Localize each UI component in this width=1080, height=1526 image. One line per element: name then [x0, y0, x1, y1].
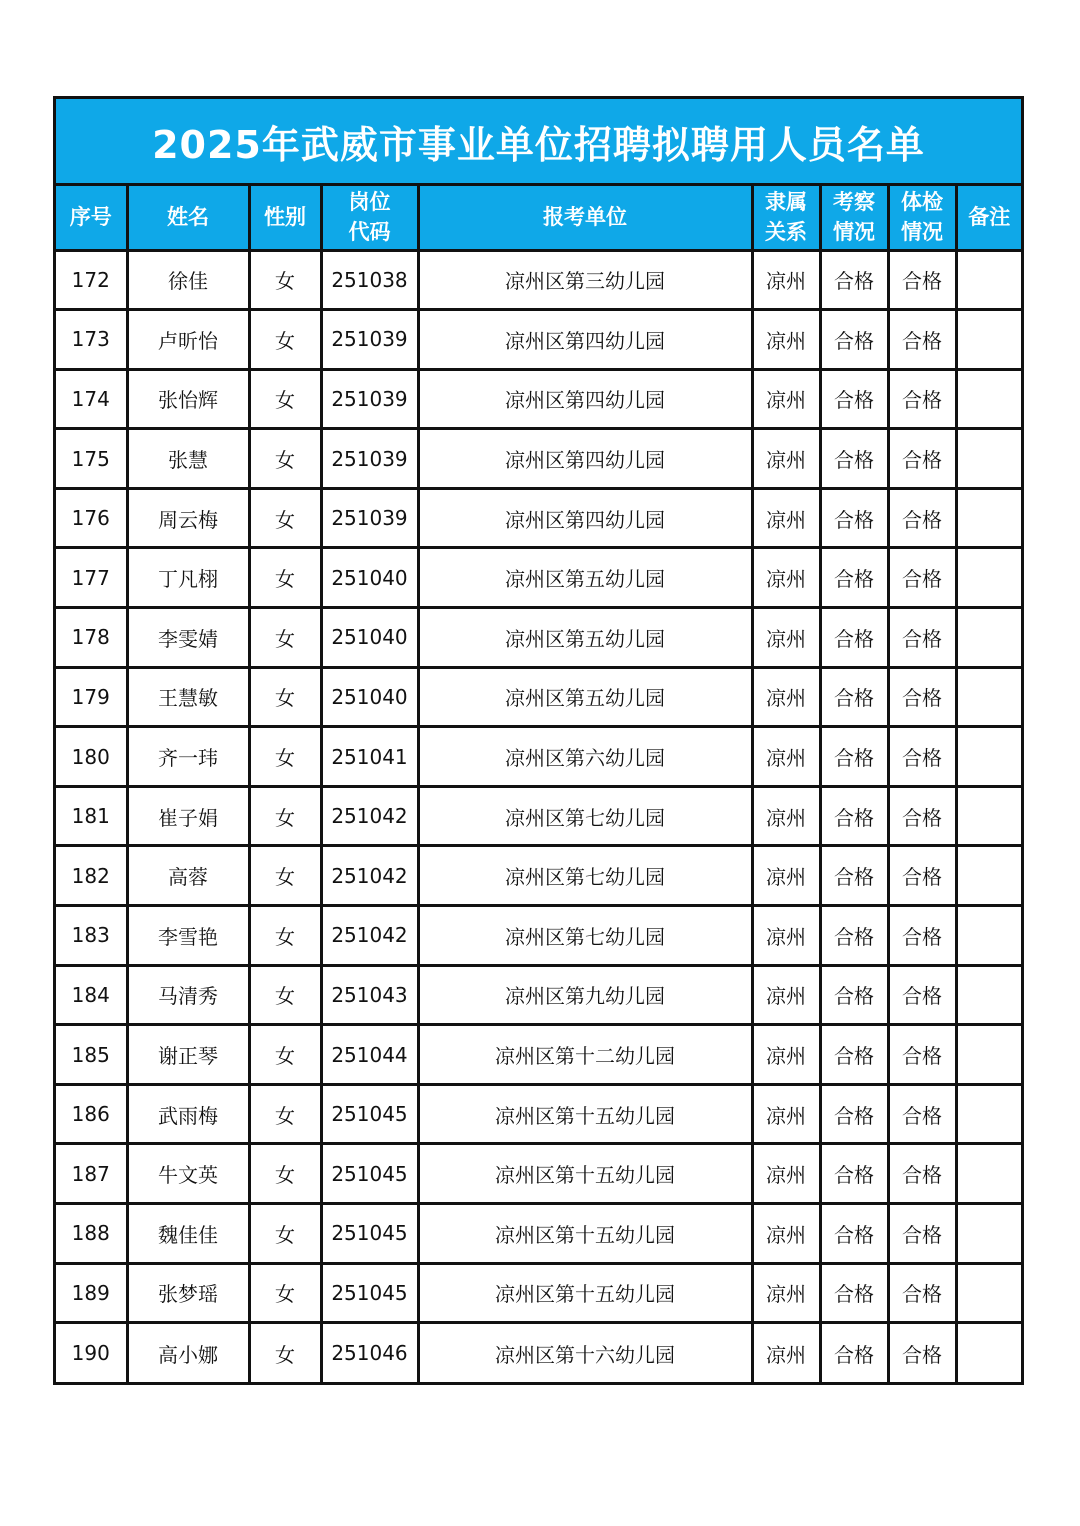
cell-name: 高蓉: [127, 846, 249, 906]
cell-affiliation: 凉州: [752, 727, 820, 787]
cell-gender: 女: [249, 965, 321, 1025]
cell-medical-exam-status: 合格: [888, 608, 956, 668]
cell-applied-unit: 凉州区第四幼儿园: [418, 488, 752, 548]
table-row: [56, 786, 1021, 846]
cell-name: 王慧敏: [127, 667, 249, 727]
cell-remarks: [956, 1263, 1021, 1323]
cell-serial-number: 190: [56, 1323, 127, 1383]
cell-medical-exam-status: 合格: [888, 1263, 956, 1323]
cell-gender: 女: [249, 667, 321, 727]
cell-applied-unit: 凉州区第十五幼儿园: [418, 1144, 752, 1204]
cell-gender: 女: [249, 1263, 321, 1323]
cell-gender: 女: [249, 1025, 321, 1085]
cell-name: 李雯婧: [127, 608, 249, 668]
cell-gender: 女: [249, 1144, 321, 1204]
cell-serial-number: 181: [56, 786, 127, 846]
recruitment-list-document: [53, 96, 1024, 1385]
table-row: [56, 846, 1021, 906]
cell-serial-number: 189: [56, 1263, 127, 1323]
cell-serial-number: 180: [56, 727, 127, 787]
personnel-table: [56, 186, 1021, 1382]
cell-gender: 女: [249, 727, 321, 787]
cell-gender: 女: [249, 846, 321, 906]
cell-affiliation: 凉州: [752, 548, 820, 608]
header-inspection-status-line: 考察: [833, 190, 875, 215]
cell-gender: 女: [249, 608, 321, 668]
cell-medical-exam-status: 合格: [888, 548, 956, 608]
table-row: [56, 608, 1021, 668]
cell-gender: 女: [249, 1204, 321, 1264]
cell-name: 徐佳: [127, 250, 249, 310]
cell-serial-number: 178: [56, 608, 127, 668]
cell-name: 齐一玮: [127, 727, 249, 787]
table-row: [56, 250, 1021, 310]
cell-affiliation: 凉州: [752, 1144, 820, 1204]
cell-name: 牛文英: [127, 1144, 249, 1204]
cell-name: 张梦瑶: [127, 1263, 249, 1323]
cell-gender: 女: [249, 1084, 321, 1144]
cell-affiliation: 凉州: [752, 786, 820, 846]
cell-affiliation: 凉州: [752, 608, 820, 668]
cell-name: 丁凡栩: [127, 548, 249, 608]
cell-applied-unit: 凉州区第七幼儿园: [418, 906, 752, 966]
cell-affiliation: 凉州: [752, 369, 820, 429]
cell-affiliation: 凉州: [752, 1263, 820, 1323]
cell-name: 周云梅: [127, 488, 249, 548]
cell-position-code: 251041: [321, 727, 418, 787]
cell-inspection-status: 合格: [820, 250, 888, 310]
document-title: 2025年武威市事业单位招聘拟聘用人员名单: [56, 99, 1021, 186]
cell-position-code: 251039: [321, 369, 418, 429]
table-row: [56, 667, 1021, 727]
cell-medical-exam-status: 合格: [888, 250, 956, 310]
table-row: [56, 1084, 1021, 1144]
cell-position-code: 251039: [321, 429, 418, 489]
cell-remarks: [956, 846, 1021, 906]
cell-remarks: [956, 1323, 1021, 1383]
cell-affiliation: 凉州: [752, 488, 820, 548]
cell-remarks: [956, 786, 1021, 846]
table-row: [56, 906, 1021, 966]
cell-applied-unit: 凉州区第六幼儿园: [418, 727, 752, 787]
cell-name: 魏佳佳: [127, 1204, 249, 1264]
cell-affiliation: 凉州: [752, 965, 820, 1025]
cell-medical-exam-status: 合格: [888, 369, 956, 429]
cell-affiliation: 凉州: [752, 1323, 820, 1383]
cell-inspection-status: 合格: [820, 965, 888, 1025]
cell-medical-exam-status: 合格: [888, 667, 956, 727]
table-row: [56, 429, 1021, 489]
cell-applied-unit: 凉州区第四幼儿园: [418, 429, 752, 489]
cell-gender: 女: [249, 369, 321, 429]
header-name: [127, 186, 249, 250]
cell-serial-number: 179: [56, 667, 127, 727]
cell-inspection-status: 合格: [820, 786, 888, 846]
cell-remarks: [956, 965, 1021, 1025]
cell-serial-number: 177: [56, 548, 127, 608]
cell-affiliation: 凉州: [752, 250, 820, 310]
cell-medical-exam-status: 合格: [888, 488, 956, 548]
cell-name: 张怡辉: [127, 369, 249, 429]
cell-affiliation: 凉州: [752, 1025, 820, 1085]
cell-serial-number: 172: [56, 250, 127, 310]
cell-inspection-status: 合格: [820, 488, 888, 548]
header-name-line: 姓名: [167, 205, 209, 230]
cell-inspection-status: 合格: [820, 727, 888, 787]
table-row: [56, 727, 1021, 787]
cell-gender: 女: [249, 906, 321, 966]
cell-applied-unit: 凉州区第十五幼儿园: [418, 1263, 752, 1323]
header-remarks-line: 备注: [968, 205, 1011, 230]
cell-serial-number: 174: [56, 369, 127, 429]
header-medical-exam-status-line: 体检: [901, 190, 943, 215]
cell-medical-exam-status: 合格: [888, 786, 956, 846]
cell-remarks: [956, 1144, 1021, 1204]
table-row: [56, 1025, 1021, 1085]
cell-medical-exam-status: 合格: [888, 906, 956, 966]
cell-medical-exam-status: 合格: [888, 310, 956, 370]
cell-inspection-status: 合格: [820, 906, 888, 966]
cell-inspection-status: 合格: [820, 369, 888, 429]
cell-applied-unit: 凉州区第十二幼儿园: [418, 1025, 752, 1085]
cell-applied-unit: 凉州区第七幼儿园: [418, 786, 752, 846]
cell-name: 张慧: [127, 429, 249, 489]
cell-serial-number: 185: [56, 1025, 127, 1085]
cell-position-code: 251040: [321, 548, 418, 608]
cell-serial-number: 182: [56, 846, 127, 906]
cell-serial-number: 186: [56, 1084, 127, 1144]
cell-affiliation: 凉州: [752, 310, 820, 370]
cell-position-code: 251043: [321, 965, 418, 1025]
header-applied-unit-line: 报考单位: [543, 205, 627, 230]
cell-affiliation: 凉州: [752, 429, 820, 489]
cell-name: 卢昕怡: [127, 310, 249, 370]
table-body: [56, 250, 1021, 1382]
header-affiliation-line: 关系: [765, 220, 807, 245]
cell-remarks: [956, 667, 1021, 727]
cell-applied-unit: 凉州区第十五幼儿园: [418, 1204, 752, 1264]
cell-affiliation: 凉州: [752, 906, 820, 966]
cell-position-code: 251044: [321, 1025, 418, 1085]
table-row: [56, 1144, 1021, 1204]
cell-position-code: 251040: [321, 667, 418, 727]
cell-position-code: 251045: [321, 1263, 418, 1323]
cell-medical-exam-status: 合格: [888, 965, 956, 1025]
cell-gender: 女: [249, 310, 321, 370]
table-row: [56, 369, 1021, 429]
cell-gender: 女: [249, 250, 321, 310]
cell-name: 李雪艳: [127, 906, 249, 966]
header-serial-number-line: 序号: [69, 205, 112, 230]
cell-position-code: 251039: [321, 488, 418, 548]
cell-medical-exam-status: 合格: [888, 1025, 956, 1085]
cell-inspection-status: 合格: [820, 429, 888, 489]
cell-inspection-status: 合格: [820, 608, 888, 668]
cell-medical-exam-status: 合格: [888, 1323, 956, 1383]
cell-applied-unit: 凉州区第五幼儿园: [418, 608, 752, 668]
cell-inspection-status: 合格: [820, 846, 888, 906]
cell-medical-exam-status: 合格: [888, 846, 956, 906]
cell-medical-exam-status: 合格: [888, 1084, 956, 1144]
header-position-code: [321, 186, 418, 250]
cell-serial-number: 173: [56, 310, 127, 370]
cell-remarks: [956, 727, 1021, 787]
cell-position-code: 251045: [321, 1204, 418, 1264]
cell-applied-unit: 凉州区第九幼儿园: [418, 965, 752, 1025]
cell-gender: 女: [249, 488, 321, 548]
cell-name: 高小娜: [127, 1323, 249, 1383]
cell-inspection-status: 合格: [820, 1263, 888, 1323]
cell-remarks: [956, 369, 1021, 429]
header-gender-line: 性别: [264, 205, 306, 230]
header-gender: [249, 186, 321, 250]
cell-remarks: [956, 1204, 1021, 1264]
cell-inspection-status: 合格: [820, 1025, 888, 1085]
cell-position-code: 251045: [321, 1084, 418, 1144]
cell-medical-exam-status: 合格: [888, 1204, 956, 1264]
cell-applied-unit: 凉州区第五幼儿园: [418, 548, 752, 608]
cell-remarks: [956, 310, 1021, 370]
cell-applied-unit: 凉州区第十六幼儿园: [418, 1323, 752, 1383]
cell-affiliation: 凉州: [752, 667, 820, 727]
table-row: [56, 310, 1021, 370]
cell-position-code: 251042: [321, 846, 418, 906]
cell-medical-exam-status: 合格: [888, 727, 956, 787]
cell-position-code: 251039: [321, 310, 418, 370]
header-affiliation: [752, 186, 820, 250]
cell-position-code: 251045: [321, 1144, 418, 1204]
cell-position-code: 251042: [321, 786, 418, 846]
table-row: [56, 1323, 1021, 1383]
cell-name: 武雨梅: [127, 1084, 249, 1144]
cell-position-code: 251042: [321, 906, 418, 966]
cell-inspection-status: 合格: [820, 548, 888, 608]
header-remarks: [956, 186, 1021, 250]
header-inspection-status-line: 情况: [833, 220, 875, 245]
cell-gender: 女: [249, 548, 321, 608]
cell-applied-unit: 凉州区第七幼儿园: [418, 846, 752, 906]
table-row: [56, 488, 1021, 548]
header-inspection-status: [820, 186, 888, 250]
cell-inspection-status: 合格: [820, 667, 888, 727]
cell-name: 崔子娟: [127, 786, 249, 846]
cell-name: 谢正琴: [127, 1025, 249, 1085]
header-applied-unit: [418, 186, 752, 250]
cell-remarks: [956, 906, 1021, 966]
cell-position-code: 251046: [321, 1323, 418, 1383]
header-position-code-line: 岗位: [348, 190, 391, 215]
cell-name: 马清秀: [127, 965, 249, 1025]
cell-serial-number: 184: [56, 965, 127, 1025]
cell-serial-number: 175: [56, 429, 127, 489]
cell-remarks: [956, 250, 1021, 310]
cell-position-code: 251038: [321, 250, 418, 310]
cell-affiliation: 凉州: [752, 1084, 820, 1144]
cell-serial-number: 176: [56, 488, 127, 548]
cell-gender: 女: [249, 429, 321, 489]
cell-medical-exam-status: 合格: [888, 429, 956, 489]
cell-remarks: [956, 608, 1021, 668]
cell-remarks: [956, 548, 1021, 608]
cell-remarks: [956, 1084, 1021, 1144]
header-medical-exam-status: [888, 186, 956, 250]
header-row: [56, 186, 1021, 250]
header-affiliation-line: 隶属: [765, 190, 807, 215]
cell-remarks: [956, 1025, 1021, 1085]
cell-applied-unit: 凉州区第三幼儿园: [418, 250, 752, 310]
cell-applied-unit: 凉州区第十五幼儿园: [418, 1084, 752, 1144]
table-row: [56, 548, 1021, 608]
cell-inspection-status: 合格: [820, 1204, 888, 1264]
table-row: [56, 965, 1021, 1025]
cell-inspection-status: 合格: [820, 1084, 888, 1144]
cell-serial-number: 187: [56, 1144, 127, 1204]
cell-inspection-status: 合格: [820, 1144, 888, 1204]
cell-applied-unit: 凉州区第五幼儿园: [418, 667, 752, 727]
cell-applied-unit: 凉州区第四幼儿园: [418, 369, 752, 429]
header-medical-exam-status-line: 情况: [901, 220, 943, 245]
cell-gender: 女: [249, 1323, 321, 1383]
cell-inspection-status: 合格: [820, 310, 888, 370]
table-row: [56, 1263, 1021, 1323]
header-position-code-line: 代码: [348, 220, 391, 245]
cell-gender: 女: [249, 786, 321, 846]
header-serial-number: [56, 186, 127, 250]
table-header: [56, 186, 1021, 250]
cell-inspection-status: 合格: [820, 1323, 888, 1383]
table-row: [56, 1204, 1021, 1264]
cell-serial-number: 183: [56, 906, 127, 966]
cell-remarks: [956, 488, 1021, 548]
cell-serial-number: 188: [56, 1204, 127, 1264]
cell-affiliation: 凉州: [752, 1204, 820, 1264]
cell-affiliation: 凉州: [752, 846, 820, 906]
cell-remarks: [956, 429, 1021, 489]
cell-medical-exam-status: 合格: [888, 1144, 956, 1204]
cell-applied-unit: 凉州区第四幼儿园: [418, 310, 752, 370]
cell-position-code: 251040: [321, 608, 418, 668]
